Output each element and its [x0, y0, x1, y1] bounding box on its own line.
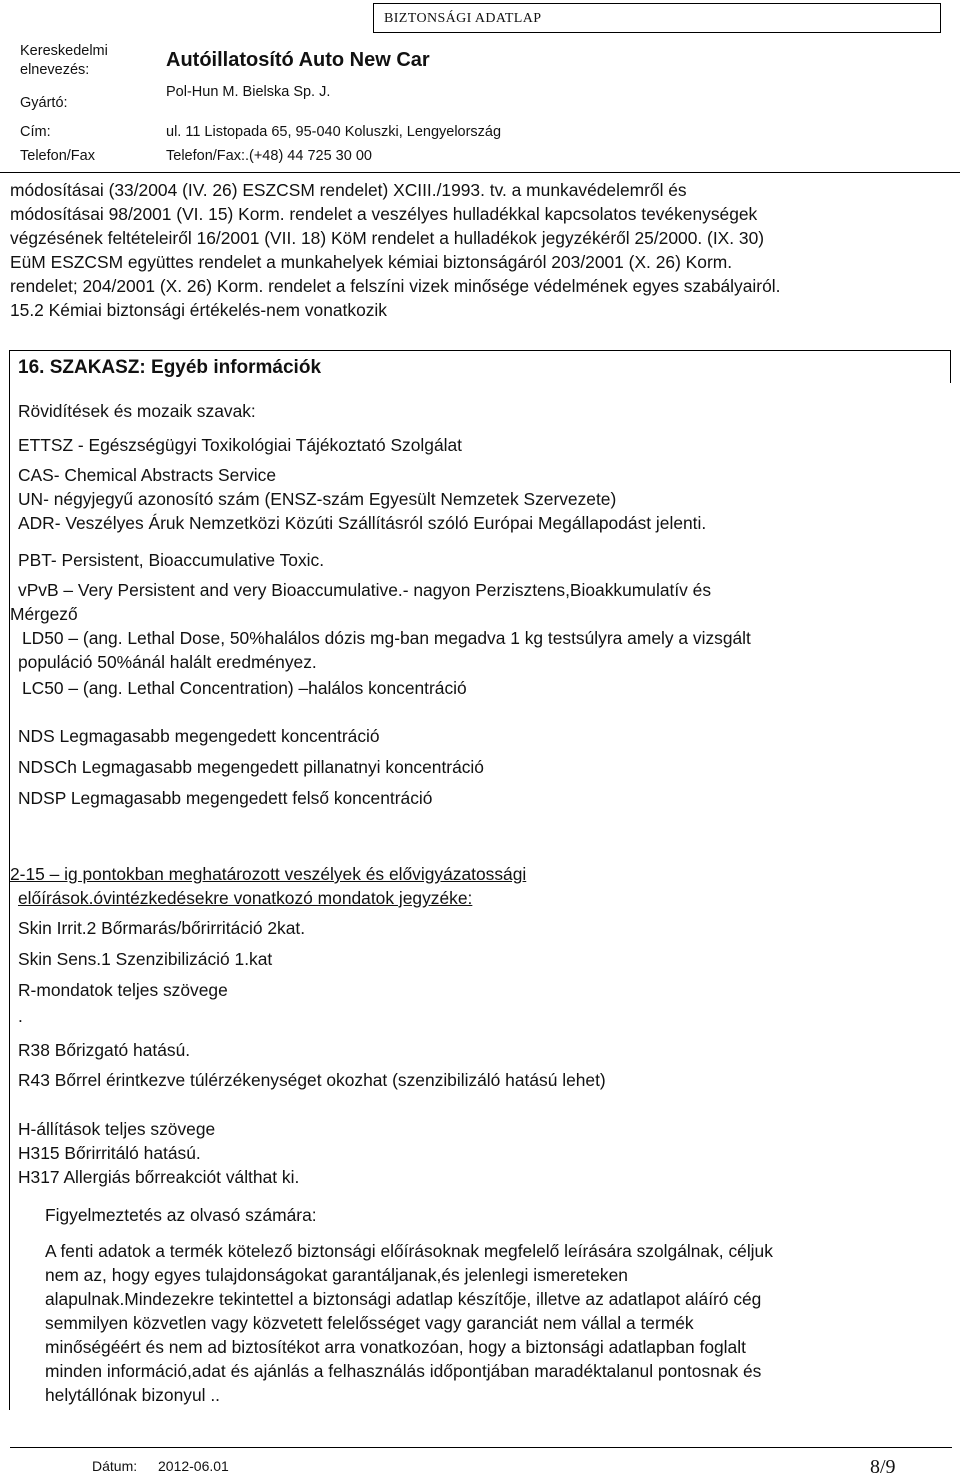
section-box-right: [950, 350, 951, 383]
abbrev-vpvb: vPvB – Very Persistent and very Bioaccumulative.- nagyon Perzisztens,Bioakkumulatív és: [18, 580, 712, 600]
abbrev-lc50: LC50 – (ang. Lethal Concentration) –halálos koncentráció: [22, 678, 467, 698]
list-heading-cont: előírások.óvintézkedésekre vonatkozó mondatok jegyzéke:: [18, 888, 473, 908]
doc-title-box: [373, 3, 941, 33]
abbrev-ettsz: ETTSZ - Egészségügyi Toxikológiai Tájékoztató Szolgálat: [18, 435, 463, 455]
s15-line: módosításai 98/2001 (VI. 15) Korm. rendelet a veszélyes hulladékkal kapcsolatos tevékenységek: [10, 204, 758, 224]
abbrev-nds: NDS Legmagasabb megengedett koncentráció: [18, 726, 380, 746]
dot: .: [18, 1006, 23, 1026]
product-name: Autóillatosító Auto New Car: [166, 49, 430, 71]
notice-line: nem az, hogy egyes tulajdonságokat garantáljanak,és jelenlegi ismereteken: [45, 1265, 628, 1285]
label-trade-name: Kereskedelmi: [20, 43, 108, 59]
abbrev-vpvb-cont: Mérgező: [10, 604, 78, 624]
phone: Telefon/Fax:.(+48) 44 725 30 00: [166, 148, 372, 164]
notice-line: A fenti adatok a termék kötelező biztonsági előírásoknak megfelelő leírására szolgálnak, céljuk: [45, 1241, 773, 1261]
section-title: 16. SZAKASZ: Egyéb információk: [18, 357, 322, 378]
label-manufacturer: Gyártó:: [20, 95, 68, 111]
footer-rule: [10, 1447, 952, 1448]
abbrev-ld50: LD50 – (ang. Lethal Dose, 50%halálos dózis mg-ban megadva 1 kg testsúlyra amely a vizsgált: [22, 628, 751, 648]
notice-line: minden információ,adat és ajánlás a felhasználás időpontjában maradéktalanul pontosnak és: [45, 1361, 762, 1381]
abbrev-ndsch: NDSCh Legmagasabb megengedett pillanatnyi koncentráció: [18, 757, 484, 777]
abbrev-heading: Rövidítések és mozaik szavak:: [18, 401, 256, 421]
notice-line: minőségéért és nem ad biztosítékot arra vonatkozóan, hogy a biztonsági adatlapban foglalt: [45, 1337, 746, 1357]
r43: R43 Bőrrel érintkezve túlérzékenységet okozhat (szenzibilizáló hatású lehet): [18, 1070, 606, 1090]
h315: H315 Bőrirritáló hatású.: [18, 1143, 201, 1163]
list-heading: 2-15 – ig pontokban meghatározott veszélyek és elővigyázatossági: [10, 864, 527, 884]
label-address: Cím:: [20, 124, 51, 140]
abbrev-cas: CAS- Chemical Abstracts Service: [18, 465, 277, 485]
abbrev-adr: ADR- Veszélyes Áruk Nemzetközi Közúti Szállításról szóló Európai Megállapodást jelenti.: [18, 513, 707, 533]
skin-irrit: Skin Irrit.2 Bőrmarás/bőrirritáció 2kat.: [18, 918, 306, 938]
section-box-top: [9, 350, 951, 351]
footer-date-label: Dátum:: [92, 1458, 138, 1474]
r-heading: R-mondatok teljes szövege: [18, 980, 228, 1000]
page-number: 8/9: [870, 1456, 896, 1478]
s15-line: végzésének feltételeiről 16/2001 (VII. 18) KöM rendelet a hulladékok jegyzékéről 25/2000. (IX. 30): [10, 228, 765, 248]
s15-line: rendelet; 204/2001 (X. 26) Korm. rendelet a felszíni vizek minősége védelmének egyes szabályairól.: [10, 276, 781, 296]
notice-line: semmilyen közvetlen vagy közvetett felelősséget vagy garanciát nem vállal a termék: [45, 1313, 694, 1333]
s15-line: 15.2 Kémiai biztonsági értékelés-nem vonatkozik: [10, 300, 387, 320]
manufacturer: Pol-Hun M. Bielska Sp. J.: [166, 84, 331, 100]
h-heading: H-állítások teljes szövege: [18, 1119, 216, 1139]
notice-line: helytállónak bizonyul ..: [45, 1385, 220, 1405]
r38: R38 Bőrizgató hatású.: [18, 1040, 191, 1060]
skin-sens: Skin Sens.1 Szenzibilizáció 1.kat: [18, 949, 273, 969]
s15-line: módosításai (33/2004 (IV. 26) ESZCSM rendelet) XCIII./1993. tv. a munkavédelemről és: [10, 180, 687, 200]
abbrev-ld50-cont: populáció 50%ánál halált eredményez.: [18, 652, 317, 672]
s15-line: EüM ESZCSM együttes rendelet a munkahelyek kémiai biztonságáról 203/2001 (X. 26) Korm.: [10, 252, 733, 272]
abbrev-pbt: PBT- Persistent, Bioaccumulative Toxic.: [18, 550, 325, 570]
label-trade-name-2: elnevezés:: [20, 62, 90, 78]
footer-date: 2012-06.01: [158, 1458, 229, 1474]
abbrev-un: UN- négyjegyű azonosító szám (ENSZ-szám Egyesült Nemzetek Szervezete): [18, 489, 617, 509]
label-phone: Telefon/Fax: [20, 148, 95, 164]
notice-line: alapulnak.Mindezekre tekintettel a biztonsági adatlap készítője, illetve az adatlapot aláíró cég: [45, 1289, 762, 1309]
notice-heading: Figyelmeztetés az olvasó számára:: [45, 1205, 317, 1225]
doc-title: BIZTONSÁGI ADATLAP: [384, 11, 542, 26]
h317: H317 Allergiás bőrreakciót válthat ki.: [18, 1167, 300, 1187]
header-rule: [0, 172, 960, 173]
address: ul. 11 Listopada 65, 95-040 Koluszki, Lengyelország: [166, 124, 502, 140]
abbrev-ndsp: NDSP Legmagasabb megengedett felső koncentráció: [18, 788, 433, 808]
